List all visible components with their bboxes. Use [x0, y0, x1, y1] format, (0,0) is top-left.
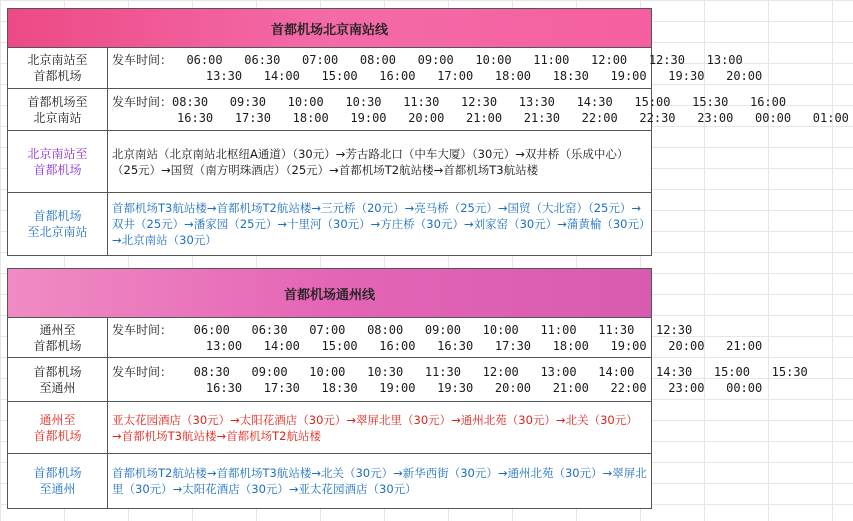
- route-text: 首都机场T2航站楼→首都机场T3航站楼→北关（30元）→新华西街（30元）→通州北苑（30元）→翠屏北里（30元）→太阳花酒店（30元）→亚太花园酒店（30元）: [112, 466, 647, 496]
- route-row: [8, 193, 651, 255]
- row-label: [8, 402, 108, 453]
- route-row: [8, 131, 651, 193]
- schedule-cell: [108, 358, 812, 401]
- row-label: [8, 454, 108, 508]
- schedule-text: 发车时间： 06:00 06:30 07:00 08:00 09:00 10:00 11:00 12:00 12:30 13:00 13:30 14:00 15:00 16:00 17:00 18:00 18:30 19:00 19:30 20:00: [112, 53, 763, 83]
- schedule-row: [8, 358, 808, 402]
- row-label-text: 首都机场 至北京南站: [27, 209, 88, 239]
- route-cell: [108, 402, 651, 453]
- route-row: [8, 454, 651, 508]
- schedule-cell: [108, 318, 766, 357]
- route-row: [8, 402, 651, 454]
- beijing-south-airport-line-table: [7, 8, 849, 256]
- row-label-text: 首都机场至 北京南站: [27, 94, 88, 125]
- table-title: 首都机场通州线: [8, 269, 651, 318]
- row-label-text: 通州至 首都机场: [33, 412, 82, 443]
- row-label: [8, 48, 108, 88]
- table-title: 首都机场北京南站线: [8, 9, 651, 48]
- schedule-cell: [108, 48, 766, 88]
- row-label: [8, 193, 108, 255]
- route-text: 亚太花园酒店（30元）→太阳花酒店（30元）→翠屏北里（30元）→通州北苑（30元）→北关（30元）→首都机场T3航站楼→首都机场T2航站楼: [112, 412, 638, 443]
- row-label-text: 北京南站至 首都机场: [27, 53, 88, 83]
- row-label-text: 首都机场 至通州: [33, 466, 82, 496]
- route-cell: [108, 131, 651, 192]
- row-label: [8, 358, 108, 401]
- row-label: [8, 89, 108, 130]
- schedule-text: 发车时间：08:30 09:30 10:00 10:30 11:30 12:30 13:30 14:30 15:00 15:30 16:00 16:30 17:30 18:00 19:00 20:00 21:00 21:30 22:00 22:30 23:00 00:00 01:00: [112, 94, 849, 125]
- schedule-row: [8, 48, 763, 89]
- schedule-row: [8, 89, 849, 131]
- row-label-text: 首都机场 至通州: [33, 364, 82, 395]
- route-text: 首都机场T3航站楼→首都机场T2航站楼→三元桥（20元）→亮马桥（25元）→国贸（大北窑）（25元）→双井（25元）→潘家园（25元）→十里河（30元）→方庄桥（30元）→刘家窑（30元）→蒲黄榆（30元）→北京南站（30元）: [112, 201, 645, 247]
- route-text: 北京南站（北京南站北枢纽A通道）（30元）→芳古路北口（中车大厦）（30元）→双井桥（乐成中心）（25元）→国贸（南方明珠酒店）（25元）→首都机场T2航站楼→首都机场T3航站楼: [112, 146, 629, 177]
- route-cell: [108, 193, 651, 255]
- row-label: [8, 131, 108, 192]
- row-label-text: 北京南站至 首都机场: [27, 146, 88, 177]
- schedule-cell: [108, 89, 853, 130]
- schedule-row: [8, 318, 763, 358]
- route-cell: [108, 454, 651, 508]
- schedule-text: 发车时间： 06:00 06:30 07:00 08:00 09:00 10:00 11:00 11:30 12:30 13:00 14:00 15:00 16:00 16:30 17:30 18:00 19:00 20:00 21:00: [112, 322, 763, 353]
- row-label: [8, 318, 108, 357]
- airport-tongzhou-line-table: [7, 268, 808, 509]
- schedule-text: 发车时间： 08:30 09:00 10:00 10:30 11:30 12:00 13:00 14:00 14:30 15:00 15:30 16:30 17:30 18:30 19:00 19:30 20:00 21:00 22:00 23:00 00:00: [112, 364, 808, 395]
- row-label-text: 通州至 首都机场: [33, 322, 82, 353]
